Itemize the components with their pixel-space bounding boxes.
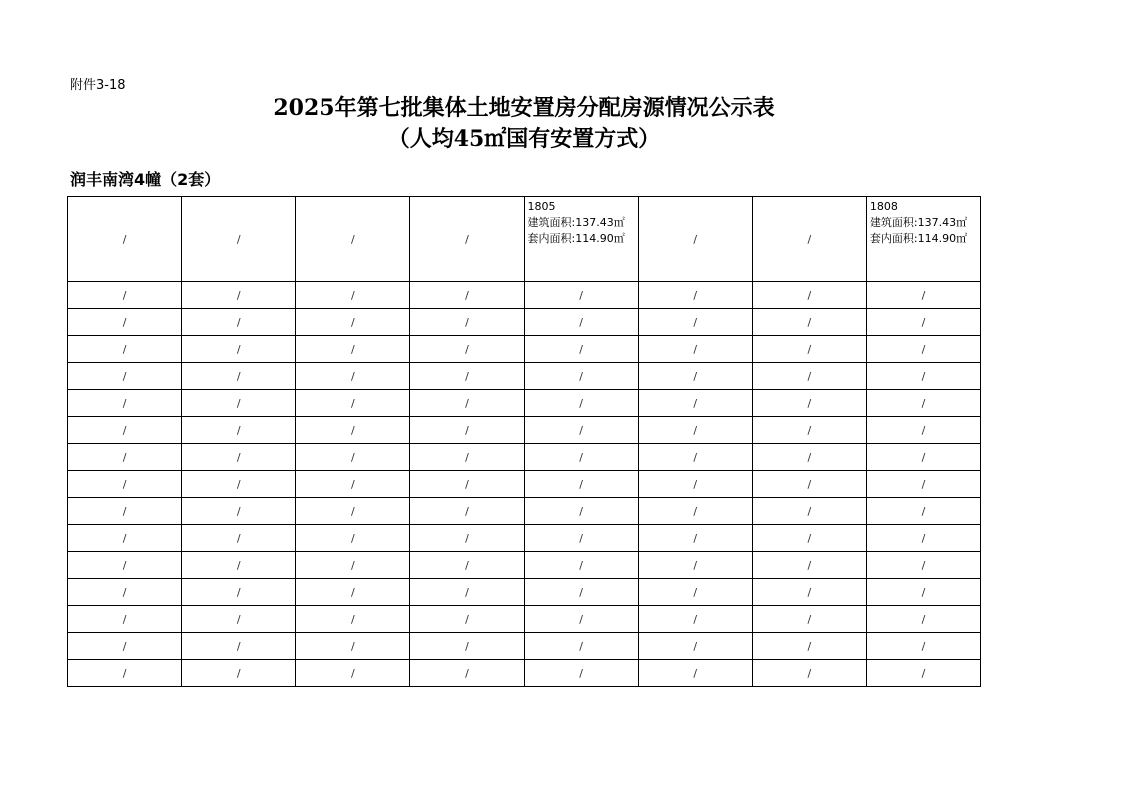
placeholder-slash: /: [122, 369, 127, 383]
placeholder-slash: /: [693, 666, 698, 680]
placeholder-slash: /: [693, 639, 698, 653]
table-cell: [638, 363, 752, 390]
table-cell: [182, 309, 296, 336]
placeholder-slash: /: [236, 639, 241, 653]
unit-cell-1808: [866, 197, 980, 282]
table-cell: [68, 633, 182, 660]
placeholder-slash: /: [921, 504, 926, 518]
table-cell: [752, 417, 866, 444]
table-cell: [296, 498, 410, 525]
placeholder-slash: /: [465, 504, 469, 518]
table-cell: [68, 282, 182, 309]
table-row: [68, 525, 981, 552]
table-row: [68, 633, 981, 660]
table-cell: [524, 471, 638, 498]
placeholder-slash: /: [350, 558, 355, 572]
placeholder-slash: /: [579, 558, 583, 572]
empty-unit-cell: [182, 197, 296, 282]
table-cell: [68, 552, 182, 579]
placeholder-slash: /: [236, 477, 241, 491]
placeholder-slash: /: [579, 504, 583, 518]
table-cell: [182, 282, 296, 309]
table-cell: [752, 336, 866, 363]
placeholder-slash: /: [579, 612, 583, 626]
placeholder-slash: /: [807, 558, 812, 572]
table-cell: [866, 633, 980, 660]
placeholder-slash: /: [465, 369, 469, 383]
table-cell: [638, 579, 752, 606]
table-cell: [866, 417, 980, 444]
unit-inner-area: 套内面积:114.90㎡: [869, 232, 968, 245]
placeholder-slash: /: [122, 666, 127, 680]
placeholder-slash: /: [921, 288, 926, 302]
placeholder-slash: /: [921, 612, 926, 626]
placeholder-slash: /: [693, 315, 698, 329]
placeholder-slash: /: [122, 423, 127, 437]
table-cell: [752, 363, 866, 390]
placeholder-slash: /: [236, 315, 241, 329]
table-cell: [638, 336, 752, 363]
table-cell: [752, 498, 866, 525]
table-cell: [182, 579, 296, 606]
placeholder-slash: /: [122, 558, 127, 572]
placeholder-slash: /: [579, 288, 583, 302]
table-cell: [866, 552, 980, 579]
placeholder-slash: /: [693, 531, 698, 545]
placeholder-slash: /: [693, 369, 698, 383]
table-cell: [638, 417, 752, 444]
table-cell: [638, 498, 752, 525]
placeholder-slash: /: [122, 585, 127, 599]
placeholder-slash: /: [236, 612, 241, 626]
placeholder-slash: /: [921, 666, 926, 680]
table-cell: [866, 363, 980, 390]
unit-inner-area: 套内面积:114.90㎡: [527, 232, 625, 245]
placeholder-slash: /: [122, 232, 127, 246]
unit-cell-1805: [524, 197, 638, 282]
table-cell: [524, 525, 638, 552]
table-cell: [182, 633, 296, 660]
placeholder-slash: /: [122, 450, 127, 464]
table-cell: [182, 606, 296, 633]
table-cell: [296, 417, 410, 444]
table-cell: [68, 336, 182, 363]
placeholder-slash: /: [693, 450, 698, 464]
placeholder-slash: /: [579, 423, 583, 437]
table-cell: [182, 552, 296, 579]
empty-unit-cell: [410, 197, 524, 282]
placeholder-slash: /: [350, 423, 355, 437]
table-cell: [410, 660, 524, 687]
placeholder-slash: /: [921, 423, 926, 437]
placeholder-slash: /: [350, 504, 355, 518]
table-cell: [410, 633, 524, 660]
table-cell: [410, 444, 524, 471]
table-cell: [182, 444, 296, 471]
table-cell: [524, 552, 638, 579]
table-cell: [638, 660, 752, 687]
table-cell: [752, 282, 866, 309]
table-cell: [296, 471, 410, 498]
unit-build-area: 建筑面积:137.43㎡: [869, 216, 968, 229]
table-cell: [182, 336, 296, 363]
table-cell: [638, 282, 752, 309]
placeholder-slash: /: [921, 450, 926, 464]
placeholder-slash: /: [236, 423, 241, 437]
placeholder-slash: /: [579, 477, 583, 491]
placeholder-slash: /: [465, 232, 469, 246]
placeholder-slash: /: [807, 477, 812, 491]
table-cell: [68, 579, 182, 606]
placeholder-slash: /: [579, 342, 583, 356]
table-cell: [638, 471, 752, 498]
placeholder-slash: /: [921, 531, 926, 545]
placeholder-slash: /: [807, 612, 812, 626]
placeholder-slash: /: [236, 450, 241, 464]
table-row: [68, 444, 981, 471]
table-row: [68, 579, 981, 606]
placeholder-slash: /: [465, 612, 469, 626]
placeholder-slash: /: [807, 639, 812, 653]
table-header-row: [68, 197, 981, 282]
placeholder-slash: /: [236, 232, 241, 246]
table-cell: [410, 471, 524, 498]
placeholder-slash: /: [236, 396, 241, 410]
placeholder-slash: /: [693, 612, 698, 626]
table-cell: [410, 417, 524, 444]
table-cell: [182, 498, 296, 525]
table-cell: [524, 417, 638, 444]
placeholder-slash: /: [465, 342, 469, 356]
placeholder-slash: /: [921, 342, 926, 356]
placeholder-slash: /: [236, 288, 241, 302]
page-title: 2025年第七批集体土地安置房分配房源情况公示表: [273, 95, 775, 121]
placeholder-slash: /: [122, 288, 127, 302]
table-row: [68, 363, 981, 390]
placeholder-slash: /: [579, 369, 583, 383]
page-subtitle: （人均45㎡国有安置方式）: [387, 126, 661, 152]
table-cell: [638, 444, 752, 471]
table-cell: [524, 309, 638, 336]
table-cell: [638, 390, 752, 417]
placeholder-slash: /: [693, 342, 698, 356]
table-cell: [866, 606, 980, 633]
empty-unit-cell: [752, 197, 866, 282]
empty-unit-cell: [296, 197, 410, 282]
placeholder-slash: /: [807, 369, 812, 383]
table-cell: [638, 525, 752, 552]
empty-unit-cell: [68, 197, 182, 282]
table-cell: [296, 336, 410, 363]
table-cell: [68, 309, 182, 336]
table-cell: [524, 390, 638, 417]
placeholder-slash: /: [579, 450, 583, 464]
table-cell: [296, 390, 410, 417]
empty-unit-cell: [638, 197, 752, 282]
placeholder-slash: /: [465, 396, 469, 410]
placeholder-slash: /: [350, 232, 355, 246]
table-cell: [68, 417, 182, 444]
placeholder-slash: /: [122, 612, 127, 626]
placeholder-slash: /: [236, 369, 241, 383]
unit-build-area: 建筑面积:137.43㎡: [527, 216, 625, 229]
placeholder-slash: /: [693, 288, 698, 302]
table-cell: [866, 282, 980, 309]
placeholder-slash: /: [693, 232, 698, 246]
table-cell: [410, 606, 524, 633]
placeholder-slash: /: [122, 504, 127, 518]
placeholder-slash: /: [465, 531, 469, 545]
placeholder-slash: /: [122, 639, 127, 653]
table-cell: [524, 660, 638, 687]
placeholder-slash: /: [465, 423, 469, 437]
table-cell: [296, 525, 410, 552]
placeholder-slash: /: [807, 450, 812, 464]
table-cell: [296, 363, 410, 390]
placeholder-slash: /: [236, 558, 241, 572]
table-cell: [752, 471, 866, 498]
table-cell: [68, 606, 182, 633]
placeholder-slash: /: [807, 504, 812, 518]
placeholder-slash: /: [693, 504, 698, 518]
placeholder-slash: /: [921, 396, 926, 410]
placeholder-slash: /: [807, 531, 812, 545]
table-cell: [866, 444, 980, 471]
placeholder-slash: /: [350, 585, 355, 599]
placeholder-slash: /: [236, 585, 241, 599]
placeholder-slash: /: [350, 288, 355, 302]
table-cell: [296, 633, 410, 660]
table-cell: [410, 309, 524, 336]
table-cell: [524, 444, 638, 471]
table-cell: [752, 390, 866, 417]
table-cell: [410, 525, 524, 552]
table-row: [68, 282, 981, 309]
table-cell: [296, 579, 410, 606]
placeholder-slash: /: [350, 315, 355, 329]
table-row: [68, 471, 981, 498]
placeholder-slash: /: [693, 585, 698, 599]
placeholder-slash: /: [579, 585, 583, 599]
placeholder-slash: /: [465, 585, 469, 599]
placeholder-slash: /: [579, 639, 583, 653]
table-cell: [182, 525, 296, 552]
table-cell: [752, 309, 866, 336]
table-row: [68, 660, 981, 687]
table-cell: [524, 363, 638, 390]
table-cell: [410, 336, 524, 363]
placeholder-slash: /: [807, 342, 812, 356]
placeholder-slash: /: [807, 232, 812, 246]
table-cell: [866, 579, 980, 606]
placeholder-slash: /: [693, 477, 698, 491]
table-cell: [866, 525, 980, 552]
placeholder-slash: /: [350, 666, 355, 680]
table-cell: [68, 660, 182, 687]
placeholder-slash: /: [350, 639, 355, 653]
table-cell: [410, 282, 524, 309]
table-cell: [638, 633, 752, 660]
table-cell: [752, 606, 866, 633]
table-cell: [296, 660, 410, 687]
table-cell: [68, 498, 182, 525]
placeholder-slash: /: [350, 612, 355, 626]
table-row: [68, 336, 981, 363]
placeholder-slash: /: [693, 558, 698, 572]
table-cell: [410, 498, 524, 525]
placeholder-slash: /: [465, 666, 469, 680]
table-cell: [866, 660, 980, 687]
placeholder-slash: /: [807, 288, 812, 302]
table-cell: [182, 390, 296, 417]
table-cell: [296, 606, 410, 633]
table-cell: [68, 471, 182, 498]
unit-room-number: 1805: [527, 200, 556, 213]
placeholder-slash: /: [921, 558, 926, 572]
building-section-title: 润丰南湾4幢（2套）: [70, 170, 221, 189]
table-cell: [68, 525, 182, 552]
table-row: [68, 417, 981, 444]
placeholder-slash: /: [465, 558, 469, 572]
placeholder-slash: /: [122, 342, 127, 356]
table-cell: [296, 309, 410, 336]
table-cell: [866, 309, 980, 336]
table-cell: [296, 444, 410, 471]
placeholder-slash: /: [693, 423, 698, 437]
placeholder-slash: /: [579, 531, 583, 545]
placeholder-slash: /: [236, 666, 241, 680]
table-cell: [68, 444, 182, 471]
placeholder-slash: /: [807, 666, 812, 680]
placeholder-slash: /: [465, 450, 469, 464]
placeholder-slash: /: [236, 531, 241, 545]
placeholder-slash: /: [807, 315, 812, 329]
placeholder-slash: /: [465, 315, 469, 329]
table-row: [68, 309, 981, 336]
table-cell: [866, 471, 980, 498]
table-cell: [182, 660, 296, 687]
placeholder-slash: /: [579, 315, 583, 329]
placeholder-slash: /: [921, 369, 926, 383]
table-cell: [410, 552, 524, 579]
table-cell: [410, 579, 524, 606]
table-cell: [752, 552, 866, 579]
table-cell: [68, 390, 182, 417]
table-cell: [638, 606, 752, 633]
placeholder-slash: /: [122, 477, 127, 491]
table-row: [68, 552, 981, 579]
table-cell: [182, 363, 296, 390]
table-cell: [638, 552, 752, 579]
table-cell: [524, 336, 638, 363]
placeholder-slash: /: [350, 531, 355, 545]
placeholder-slash: /: [465, 288, 469, 302]
table-cell: [410, 363, 524, 390]
table-cell: [524, 606, 638, 633]
placeholder-slash: /: [921, 585, 926, 599]
table-cell: [638, 309, 752, 336]
table-cell: [866, 390, 980, 417]
placeholder-slash: /: [807, 396, 812, 410]
placeholder-slash: /: [579, 396, 583, 410]
placeholder-slash: /: [122, 531, 127, 545]
table-cell: [752, 525, 866, 552]
table-cell: [866, 336, 980, 363]
placeholder-slash: /: [350, 396, 355, 410]
table-cell: [182, 471, 296, 498]
placeholder-slash: /: [921, 477, 926, 491]
table-cell: [182, 417, 296, 444]
table-cell: [752, 633, 866, 660]
attachment-label: 附件3-18: [70, 78, 126, 93]
table-row: [68, 606, 981, 633]
placeholder-slash: /: [465, 477, 469, 491]
placeholder-slash: /: [921, 315, 926, 329]
table-row: [68, 498, 981, 525]
placeholder-slash: /: [122, 396, 127, 410]
table-cell: [866, 498, 980, 525]
placeholder-slash: /: [465, 639, 469, 653]
placeholder-slash: /: [807, 423, 812, 437]
table-cell: [410, 390, 524, 417]
placeholder-slash: /: [122, 315, 127, 329]
table-cell: [524, 282, 638, 309]
table-cell: [752, 660, 866, 687]
table-cell: [296, 282, 410, 309]
placeholder-slash: /: [921, 639, 926, 653]
placeholder-slash: /: [350, 369, 355, 383]
placeholder-slash: /: [807, 585, 812, 599]
placeholder-slash: /: [350, 477, 355, 491]
placeholder-slash: /: [693, 396, 698, 410]
table-cell: [752, 444, 866, 471]
table-cell: [68, 363, 182, 390]
placeholder-slash: /: [236, 342, 241, 356]
placeholder-slash: /: [579, 666, 583, 680]
table-cell: [296, 552, 410, 579]
table-cell: [752, 579, 866, 606]
placeholder-slash: /: [350, 450, 355, 464]
placeholder-slash: /: [236, 504, 241, 518]
table-cell: [524, 498, 638, 525]
housing-allocation-table: [67, 196, 981, 687]
table-cell: [524, 633, 638, 660]
placeholder-slash: /: [350, 342, 355, 356]
unit-room-number: 1808: [869, 200, 898, 213]
table-cell: [524, 579, 638, 606]
table-row: [68, 390, 981, 417]
